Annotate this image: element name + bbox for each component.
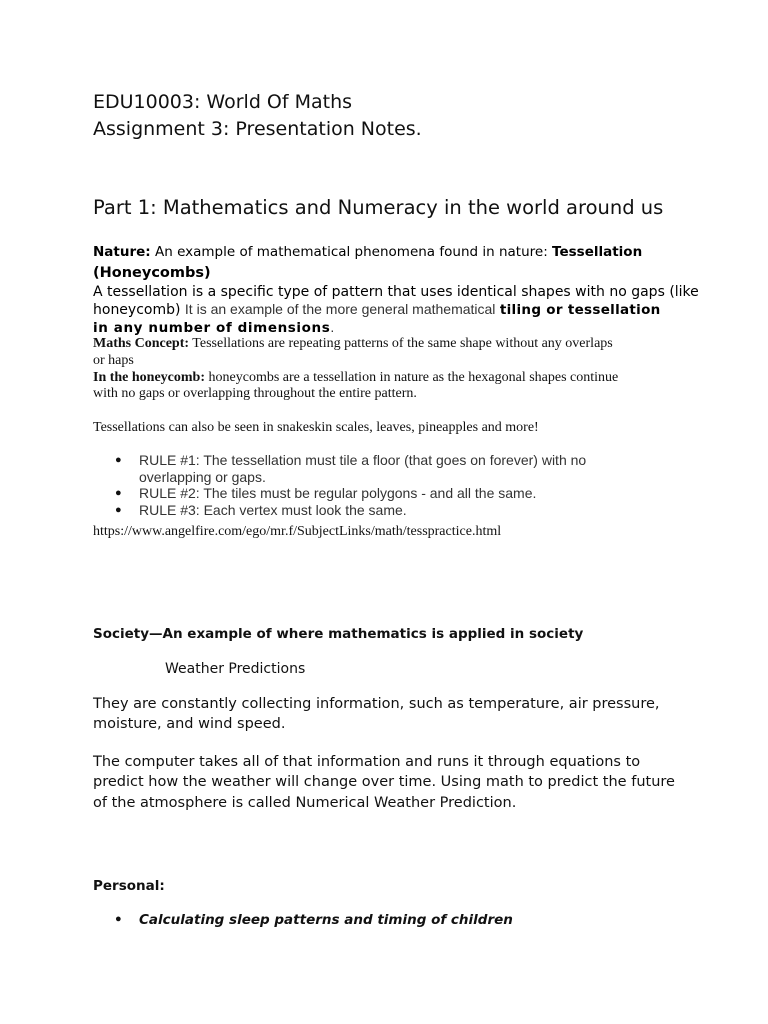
honeycomb-line2: with no gaps or overlapping throughout the entire pattern.: [93, 386, 417, 401]
weather-subheading: Weather Predictions: [165, 661, 306, 677]
bullet-icon: ●: [115, 487, 122, 499]
nature-intro: [93, 244, 642, 260]
bullet-icon: ●: [115, 454, 122, 466]
bullet-icon: ●: [115, 503, 122, 516]
nature-topic-line2: (Honeycombs): [93, 265, 211, 281]
source-url: https://www.angelfire.com/ego/mr.f/SubjectLinks/math/tesspractice.html: [93, 524, 502, 539]
society-para1-line2: moisture, and wind speed.: [93, 716, 286, 732]
part1-heading: Part 1: Mathematics and Numeracy in the world around us: [93, 196, 664, 219]
honeycomb-line1: In the honeycomb: honeycombs are a tessellation in nature as the hexagonal shapes continue: [93, 370, 619, 385]
society-para1-line1: They are constantly collecting information, such as temperature, air pressure,: [93, 696, 660, 712]
society-heading: Society—An example of where mathematics is applied in society: [93, 626, 584, 642]
list-item: ● RULE #3: Each vertex must look the same.: [115, 501, 407, 518]
list-item: Calculating sleep patterns and timing of children: [139, 912, 513, 928]
rules-list: [93, 452, 653, 518]
nature-topic: Tessellation: [552, 244, 643, 260]
tessellation-definition-line3: in any number of dimensions.: [93, 319, 335, 336]
course-title: EDU10003: World Of Maths: [93, 91, 353, 113]
list-item: ● RULE #2: The tiles must be regular polygons - and all the same.: [115, 485, 537, 501]
society-para2-line2: predict how the weather will change over time. Using math to predict the future: [93, 774, 675, 790]
society-para2-line1: The computer takes all of that information and runs it through equations to: [93, 754, 641, 770]
assignment-title: Assignment 3: Presentation Notes.: [93, 118, 422, 140]
tessellation-definition-line1: A tessellation is a specific type of pattern that uses identical shapes with no gaps (like: [93, 284, 699, 300]
tessellation-definition-line2: honeycomb) It is an example of the more general mathematical tiling or tessellation: [93, 301, 661, 318]
society-para2-line3: of the atmosphere is called Numerical Weather Prediction.: [93, 795, 517, 811]
nature-intro-text: An example of mathematical phenomena found in nature:: [154, 244, 548, 260]
maths-concept-line2: or haps: [93, 353, 134, 368]
also-seen-text: Tessellations can also be seen in snakeskin scales, leaves, pineapples and more!: [93, 420, 539, 435]
honeycomb-label: In the honeycomb:: [93, 370, 206, 385]
list-item: ● RULE #1: The tessellation must tile a floor (that goes on forever) with no overlapping or gaps.: [115, 452, 587, 485]
maths-concept-line1: Maths Concept: Tessellations are repeating patterns of the same shape without any overlaps: [93, 336, 613, 351]
personal-heading: Personal:: [93, 878, 165, 894]
bullet-icon: ●: [115, 913, 122, 925]
maths-concept-label: Maths Concept:: [93, 336, 190, 351]
nature-label: Nature:: [93, 244, 151, 260]
